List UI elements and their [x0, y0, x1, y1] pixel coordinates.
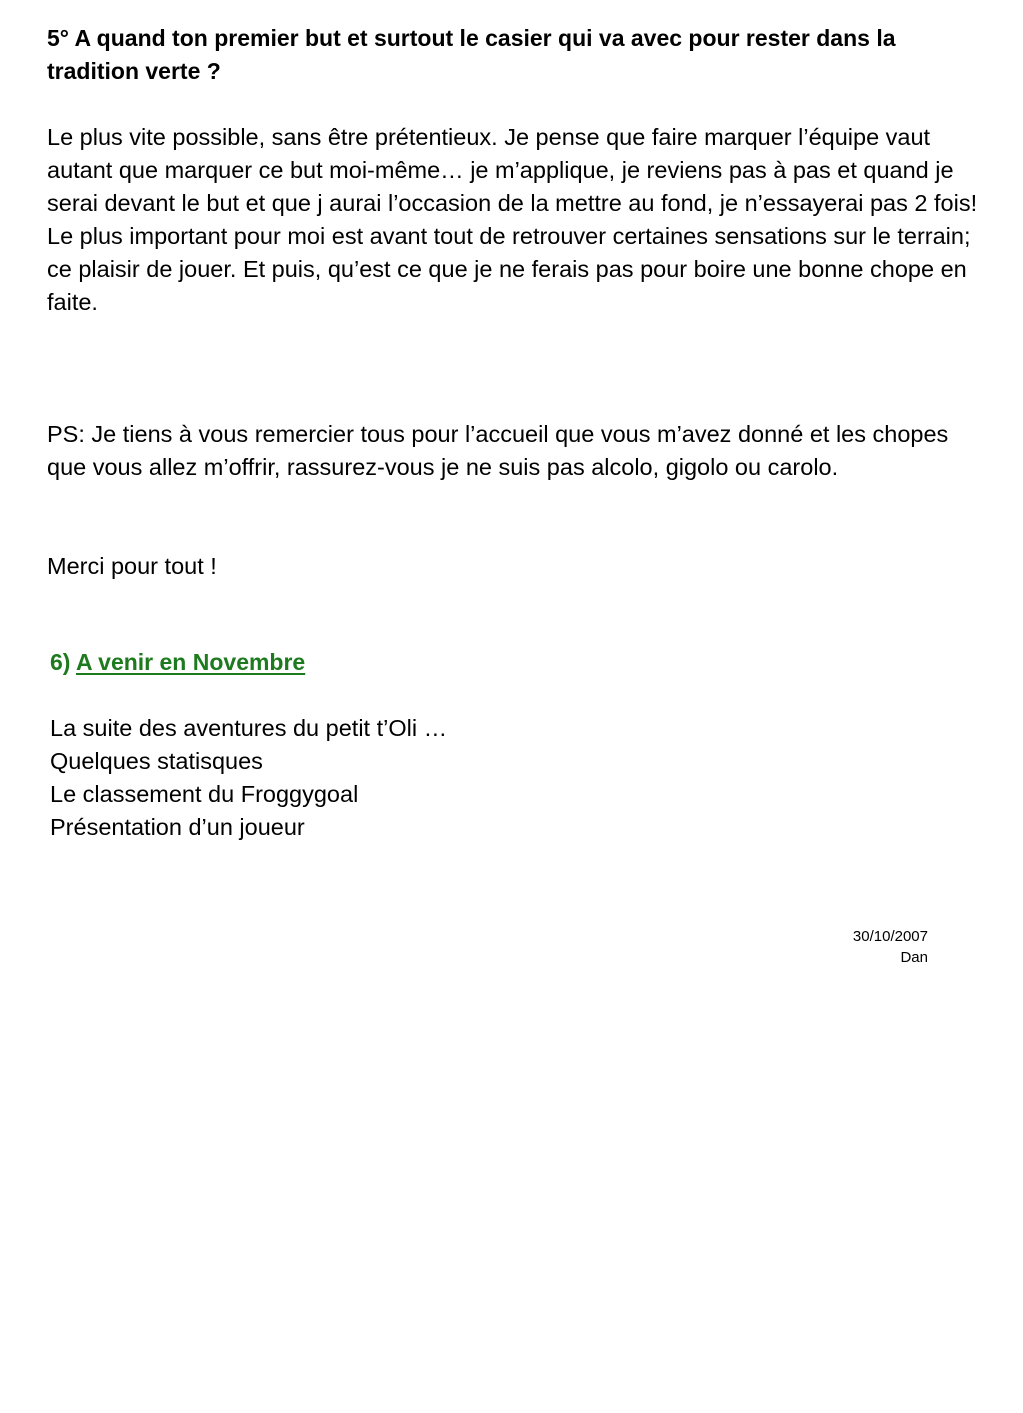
interview-question: 5° A quand ton premier but et surtout le casier qui va avec pour rester dans la tradition verte ?	[47, 25, 896, 84]
signature-block	[853, 926, 928, 968]
list-item: Le classement du Froggygoal	[50, 781, 359, 807]
section-number: 6)	[50, 649, 71, 675]
section-heading	[50, 646, 305, 679]
section-title: A venir en Novembre	[76, 649, 306, 675]
interview-answer: Le plus vite possible, sans être prétentieux. Je pense que faire marquer l’équipe vaut autant que marquer ce but moi-même… je m’applique, je reviens pas à pas et quand je serai devant le but et que j aurai l’occasion de la mettre au fond, je n’essayerai pas 2 fois! Le plus important pour moi est avant tout de retrouver certaines sensations sur le terrain; ce plaisir de jouer. Et puis, qu’est ce que je ne ferais pas pour boire une bonne chope en faite.	[47, 124, 978, 315]
list-item: Quelques statisques	[50, 748, 263, 774]
list-item: Présentation d’un joueur	[50, 814, 305, 840]
signature-author: Dan	[900, 949, 928, 966]
upcoming-list	[50, 712, 447, 844]
postscript: PS: Je tiens à vous remercier tous pour l’accueil que vous m’avez donné et les chopes que vous allez m’offrir, rassurez-vous je ne suis pas alcolo, gigolo ou carolo.	[47, 421, 949, 480]
list-item: La suite des aventures du petit t’Oli …	[50, 715, 448, 741]
thanks-line: Merci pour tout !	[47, 553, 217, 579]
signature-date: 30/10/2007	[852, 928, 928, 945]
